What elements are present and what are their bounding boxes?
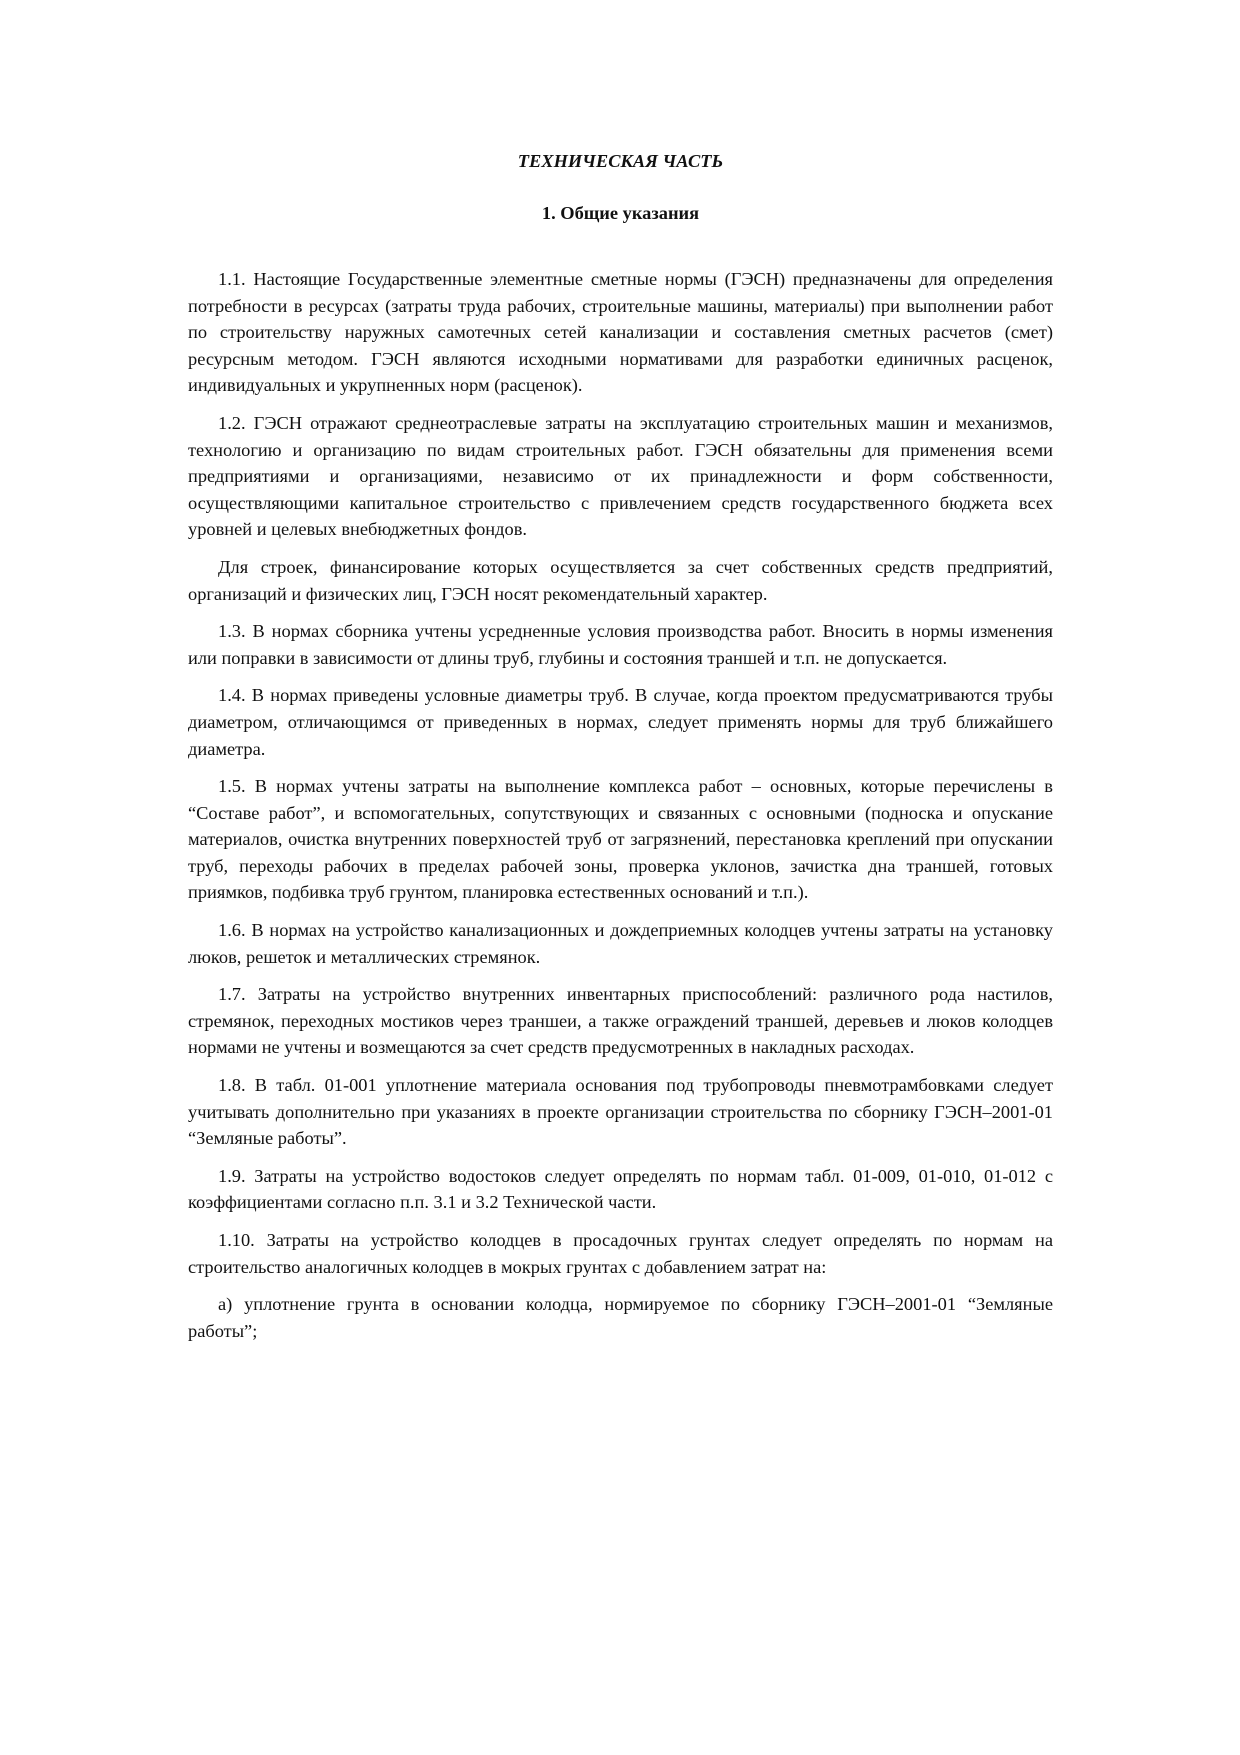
paragraph-1-1: 1.1. Настоящие Государственные элементные сметные нормы (ГЭСН) предназначены для определения потребности в ресурсах (затраты труда рабочих, строительные машины, материалы) при выполнении работ по строительству наружных самотечных сетей канализации и составления сметных расчетов (смет) ресурсным методом. ГЭСН являются исходными нормативами для разработки единичных расценок, индивидуальных и укрупненных норм (расценок). <box>188 269 1053 396</box>
paragraph-1-6: 1.6. В нормах на устройство канализационных и дождеприемных колодцев учтены затраты на установку люков, решеток и металлических стремянок. <box>188 920 1053 967</box>
paragraph-1-10-a: а) уплотнение грунта в основании колодца, нормируемое по сборнику ГЭСН–2001-01 “Земляные работы”; <box>188 1294 1053 1341</box>
paragraph-1-3: 1.3. В нормах сборника учтены усредненные условия производства работ. Вносить в нормы изменения или поправки в зависимости от длины труб, глубины и состояния траншей и т.п. не допускается. <box>188 621 1053 668</box>
paragraph-1-2-note: Для строек, финансирование которых осуществляется за счет собственных средств предприятий, организаций и физических лиц, ГЭСН носят рекомендательный характер. <box>188 556 1053 604</box>
section-heading: 1. Общие указания <box>541 203 700 223</box>
document-title: ТЕХНИЧЕСКАЯ ЧАСТЬ <box>517 151 724 171</box>
paragraph-1-7: 1.7. Затраты на устройство внутренних инвентарных приспособлений: различного рода настилов, стремянок, переходных мостиков через траншеи, а также ограждений траншей, деревьев и люков колодцев нормами не учтены и возмещаются за счет средств предусмотренных в накладных расходах. <box>188 984 1053 1058</box>
document-page <box>188 148 1053 1355</box>
paragraph-1-4: 1.4. В нормах приведены условные диаметры труб. В случае, когда проектом предусматриваются трубы диаметром, отличающимся от приведенных в нормах, следует применять нормы для труб ближайшего диаметра. <box>188 685 1053 759</box>
paragraph-1-8: 1.8. В табл. 01-001 уплотнение материала основания под трубопроводы пневмотрамбовками следует учитывать дополнительно при указаниях в проекте организации строительства по сборнику ГЭСН–2001-01 “Земляные работы”. <box>188 1075 1053 1149</box>
paragraph-1-10: 1.10. Затраты на устройство колодцев в просадочных грунтах следует определять по нормам на строительство аналогичных колодцев в мокрых грунтах с добавлением затрат на: <box>188 1230 1053 1277</box>
paragraph-1-9: 1.9. Затраты на устройство водостоков следует определять по нормам табл. 01-009, 01-010, 01-012 с коэффициентами согласно п.п. 3.1 и 3.2 Технической части. <box>188 1165 1053 1213</box>
paragraph-1-5: 1.5. В нормах учтены затраты на выполнение комплекса работ – основных, которые перечислены в “Составе работ”, и вспомогательных, сопутствующих и связанных с основными (подноска и опускание материалов, очистка внутренних поверхностей труб от загрязнений, перестановка креплений при опускании труб, переходы рабочих в пределах рабочей зоны, проверка уклонов, зачистка дна траншей, готовых приямков, подбивка труб грунтом, планировка естественных оснований и т.п.). <box>188 776 1053 903</box>
paragraph-1-2: 1.2. ГЭСН отражают среднеотраслевые затраты на эксплуатацию строительных машин и механизмов, технологию и организацию по видам строительных работ. ГЭСН обязательны для применения всеми предприятиями и организациями, независимо от их принадлежности и форм собственности, осуществляющими капитальное строительство с привлечением средств государственного бюджета всех уровней и целевых внебюджетных фондов. <box>188 412 1053 540</box>
